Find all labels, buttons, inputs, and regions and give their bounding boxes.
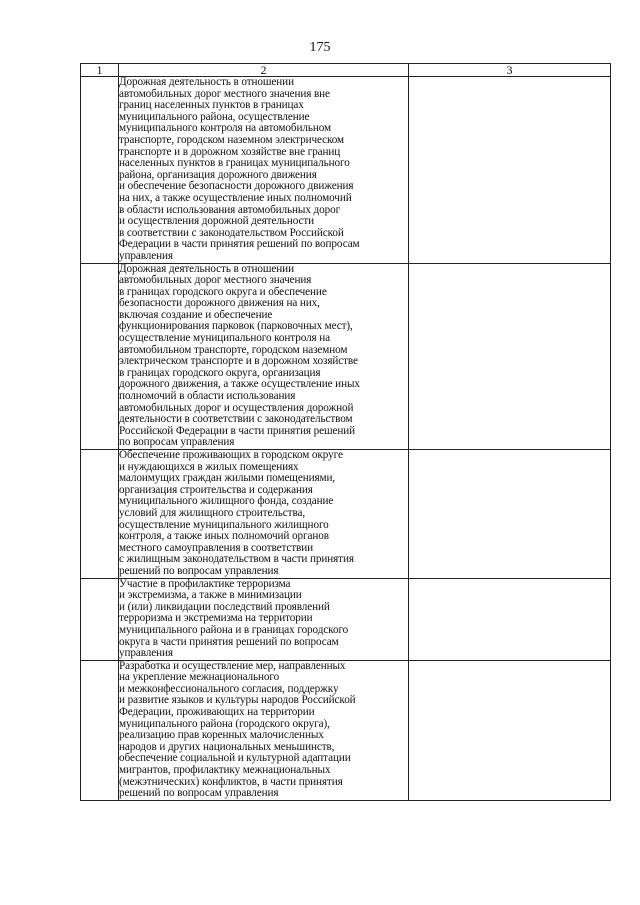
- row-1-col-1: [81, 77, 119, 264]
- row-5-description: Разработка и осуществление мер, направленных на укрепление межнационального и межконфессионального согласия, поддержку и развитие языков и культуры народов Российской Федерации, проживающих на территории муниципального района (городского округа), реализацию прав коренных малочисленных народов и других национальных меньшинств, обеспечение социальной и культурной адаптации мигрантов, профилактику межнациональных (межэтнических) конфликтов, в части принятия решений по вопросам управления: [119, 660, 409, 800]
- row-4-col-1: [81, 578, 119, 660]
- row-5-col-1: [81, 660, 119, 800]
- table-row: [81, 450, 611, 579]
- table-header-row: [81, 64, 611, 77]
- column-header-3: 3: [409, 64, 611, 77]
- row-1-col-3: [409, 77, 611, 264]
- column-header-1: 1: [81, 64, 119, 77]
- authority-table: [80, 63, 611, 801]
- row-4-col-3: [409, 578, 611, 660]
- table-row: [81, 263, 611, 450]
- row-2-col-1: [81, 263, 119, 450]
- row-3-col-3: [409, 450, 611, 579]
- row-4-description: Участие в профилактике терроризма и экстремизма, а также в минимизации и (или) ликвидации последствий проявлений терроризма и экстремизма на территории муниципального района и в границах городского округа в части принятия решений по вопросам управления: [119, 578, 409, 660]
- column-header-2: 2: [119, 64, 409, 77]
- table-row: [81, 578, 611, 660]
- row-5-col-3: [409, 660, 611, 800]
- row-1-description: Дорожная деятельность в отношении автомобильных дорог местного значения вне границ населенных пунктов в границах муниципального района, осуществление муниципального контроля на автомобильном транспорте, городском наземном электрическом транспорте и в дорожном хозяйстве вне границ населенных пунктов в границах муниципального района, организация дорожного движения и обеспечение безопасности дорожного движения на них, а также осуществление иных полномочий в области использования автомобильных дорог и осуществления дорожной деятельности в соответствии с законодательством Российской Федерации в части принятия решений по вопросам управления: [119, 77, 409, 264]
- row-2-description: Дорожная деятельность в отношении автомобильных дорог местного значения в границах городского округа и обеспечение безопасности дорожного движения на них, включая создание и обеспечение функционирования парковок (парковочных мест), осуществление муниципального контроля на автомобильном транспорте, городском наземном электрическом транспорте и в дорожном хозяйстве в границах городского округа, организация дорожного движения, а также осуществление иных полномочий в области использования автомобильных дорог и осуществления дорожной деятельности в соответствии с законодательством Российской Федерации в части принятия решений по вопросам управления: [119, 263, 409, 450]
- table-row: [81, 660, 611, 800]
- table-row: [81, 77, 611, 264]
- page-number: 175: [309, 40, 331, 55]
- row-2-col-3: [409, 263, 611, 450]
- row-3-col-1: [81, 450, 119, 579]
- row-3-description: Обеспечение проживающих в городском округе и нуждающихся в жилых помещениях малоимущих граждан жилыми помещениями, организация строительства и содержания муниципального жилищного фонда, создание условий для жилищного строительства, осуществление муниципального жилищного контроля, а также иных полномочий органов местного самоуправления в соответствии с жилищным законодательством в части принятия решений по вопросам управления: [119, 450, 409, 579]
